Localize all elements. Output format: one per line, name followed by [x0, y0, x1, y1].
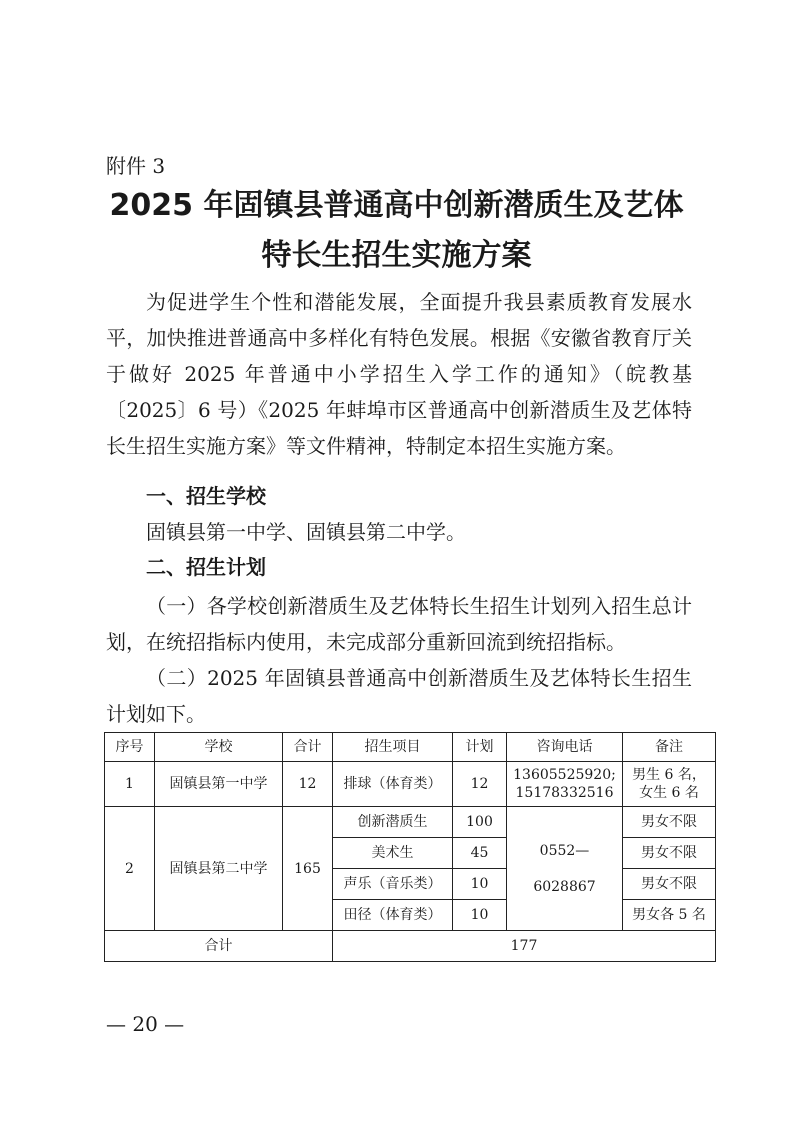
- enrollment-item: 田径（体育类）: [333, 900, 453, 931]
- phone-line: 13605525920;: [513, 767, 616, 783]
- row-number: 1: [105, 762, 155, 807]
- plan-count: 10: [453, 900, 507, 931]
- header-cell: 学校: [155, 733, 283, 762]
- header-cell: 招生项目: [333, 733, 453, 762]
- note: 男女不限: [623, 838, 716, 869]
- school-name: 固镇县第二中学: [155, 807, 283, 931]
- plan-count: 10: [453, 869, 507, 900]
- plan-count: 100: [453, 807, 507, 838]
- plan-count: 12: [453, 762, 507, 807]
- attachment-label: 附件 3: [106, 154, 166, 178]
- table-row: [105, 762, 716, 807]
- note: 男女不限: [623, 807, 716, 838]
- phone-line: 6028867: [533, 878, 596, 895]
- header-cell: 咨询电话: [507, 733, 623, 762]
- note: 男女各 5 名: [623, 900, 716, 931]
- enrollment-plan-table: [104, 732, 716, 962]
- header-cell: 合计: [283, 733, 333, 762]
- enrollment-item: 排球（体育类）: [333, 762, 453, 807]
- section-2-paragraph-2: （二）2025 年固镇县普通高中创新潜质生及艺体特长生招生计划如下。: [106, 666, 692, 726]
- document-title-line-2: 特长生招生实施方案: [261, 238, 532, 273]
- plan-count: 45: [453, 838, 507, 869]
- section-1-text: 固镇县第一中学、固镇县第二中学。: [146, 520, 466, 544]
- school-total: 165: [283, 807, 333, 931]
- section-1-heading: 一、招生学校: [146, 484, 266, 508]
- enrollment-item: 美术生: [333, 838, 453, 869]
- header-cell: 备注: [623, 733, 716, 762]
- phone-line: 0552—: [539, 842, 590, 859]
- note-line: 女生 6 名: [639, 785, 699, 801]
- page-number: — 20 —: [106, 1012, 185, 1036]
- table-header-row: [105, 733, 716, 762]
- total-label: 合计: [105, 931, 333, 962]
- table-total-row: [105, 931, 716, 962]
- school-name: 固镇县第一中学: [155, 762, 283, 807]
- enrollment-item: 创新潜质生: [333, 807, 453, 838]
- note: [623, 762, 716, 807]
- header-cell: 计划: [453, 733, 507, 762]
- phone-line: 15178332516: [515, 785, 614, 801]
- school-total: 12: [283, 762, 333, 807]
- note: 男女不限: [623, 869, 716, 900]
- header-cell: 序号: [105, 733, 155, 762]
- note-line: 男生 6 名，: [632, 767, 706, 783]
- section-2-paragraph-1: （一）各学校创新潜质生及艺体特长生招生计划列入招生总计划，在统招指标内使用，未完成部分重新回流到统招指标。: [106, 594, 692, 654]
- intro-paragraph: 为促进学生个性和潜能发展，全面提升我县素质教育发展水平，加快推进普通高中多样化有特色发展。根据《安徽省教育厅关于做好 2025 年普通中小学招生入学工作的通知》（皖教基〔2025〕6 号）《2025 年蚌埠市区普通高中创新潜质生及艺体特长生招生实施方案》等文件精神，特制定本招生实施方案。: [106, 290, 692, 458]
- section-2-heading: 二、招生计划: [146, 555, 266, 579]
- enrollment-item: 声乐（音乐类）: [333, 869, 453, 900]
- total-value: 177: [333, 931, 716, 962]
- document-title-line-1: 2025 年固镇县普通高中创新潜质生及艺体: [109, 188, 684, 223]
- row-number: 2: [105, 807, 155, 931]
- table-row: [105, 807, 716, 838]
- contact-phone: [507, 762, 623, 807]
- contact-phone: [507, 807, 623, 931]
